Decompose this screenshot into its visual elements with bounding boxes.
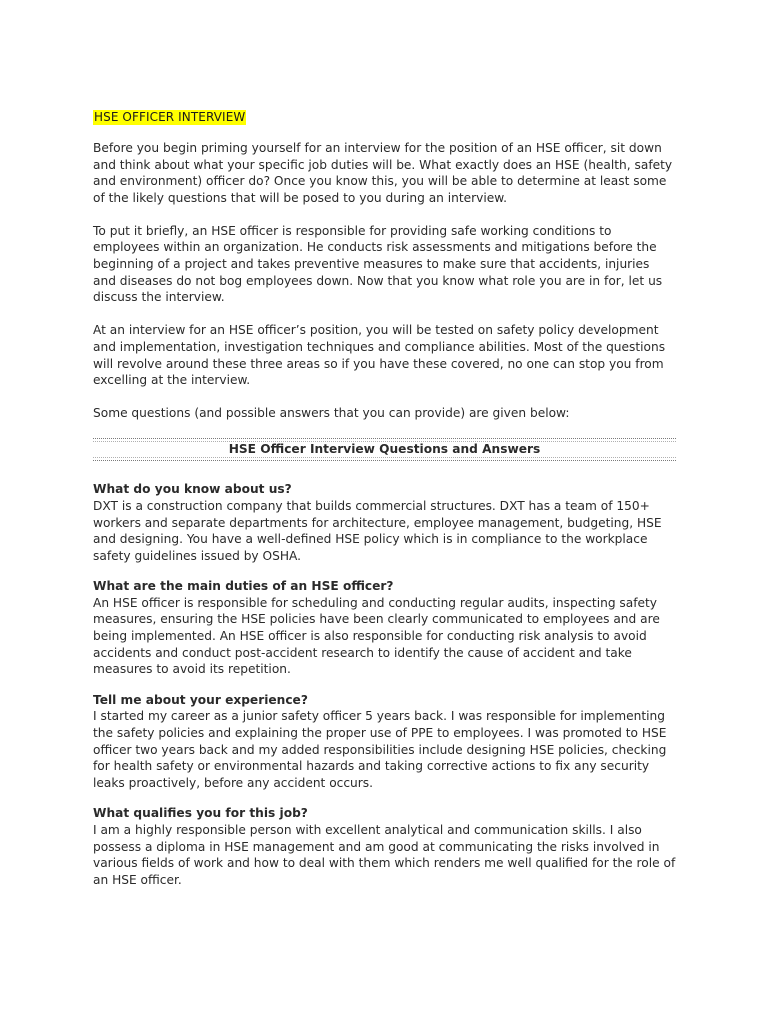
intro-paragraph-4: Some questions (and possible answers that you can provide) are given below:	[93, 406, 570, 421]
intro-paragraph-3: At an interview for an HSE officer’s position, you will be tested on safety policy development and implementation, investigation techniques and compliance abilities. Most of the questions will revolve around these three areas so if you have these covered, no one can stop you from excelling at the interview.	[93, 323, 666, 388]
answer-1: DXT is a construction company that builds commercial structures. DXT has a team of 150+ workers and separate departments for architecture, employee management, budgeting, HSE and designing. You have a well-defined HSE policy which is in compliance to the workplace safety guidelines issued by OSHA.	[93, 498, 662, 563]
qa-item-4	[93, 805, 676, 888]
question-2: What are the main duties of an HSE officer?	[93, 579, 394, 594]
qa-item-1	[93, 481, 676, 564]
question-4: What qualifies you for this job?	[93, 806, 308, 821]
qa-item-2	[93, 578, 676, 678]
qa-item-3	[93, 692, 676, 792]
document-title: HSE OFFICER INTERVIEW	[94, 110, 246, 124]
answer-4: I am a highly responsible person with excellent analytical and communication skills. I also possess a diploma in HSE management and am good at communicating the risks involved in various fields of work and how to deal with them which renders me well qualified for the role of an HSE officer.	[93, 823, 676, 887]
question-1: What do you know about us?	[93, 482, 292, 497]
answer-2: An HSE officer is responsible for scheduling and conducting regular audits, inspecting safety measures, ensuring the HSE policies have been clearly communicated to employees and are being implemented. An HSE officer is also responsible for conducting risk analysis to avoid accidents and conduct post-accident research to identify the cause of accident and take measures to avoid its repetition.	[93, 595, 660, 677]
document-page	[93, 106, 676, 902]
section-header-title: HSE Officer Interview Questions and Answers	[93, 441, 676, 458]
intro-paragraph-2: To put it briefly, an HSE officer is responsible for providing safe working conditions to employees within an organization. He conducts risk assessments and mitigations before the beginning of a project and takes preventive measures to make sure that accidents, injuries and diseases do not bog employees down. Now that you know what role you are in for, let us discuss the interview.	[93, 223, 663, 305]
answer-3: I started my career as a junior safety officer 5 years back. I was responsible for implementing the safety policies and explaining the proper use of PPE to employees. I was promoted to HSE officer two years back and my added responsibilities include designing HSE policies, checking for health safety or environmental hazards and taking corrective actions to fix any security leaks proactively, before any accident occurs.	[93, 709, 667, 790]
section-header	[93, 438, 676, 461]
question-3: Tell me about your experience?	[93, 692, 308, 707]
intro-paragraph-1: Before you begin priming yourself for an interview for the position of an HSE officer, sit down and think about what your specific job duties will be. What exactly does an HSE (health, safety and environment) officer do? Once you know this, you will be able to determine at least some of the likely questions that will be posed to you during an interview.	[93, 141, 673, 205]
